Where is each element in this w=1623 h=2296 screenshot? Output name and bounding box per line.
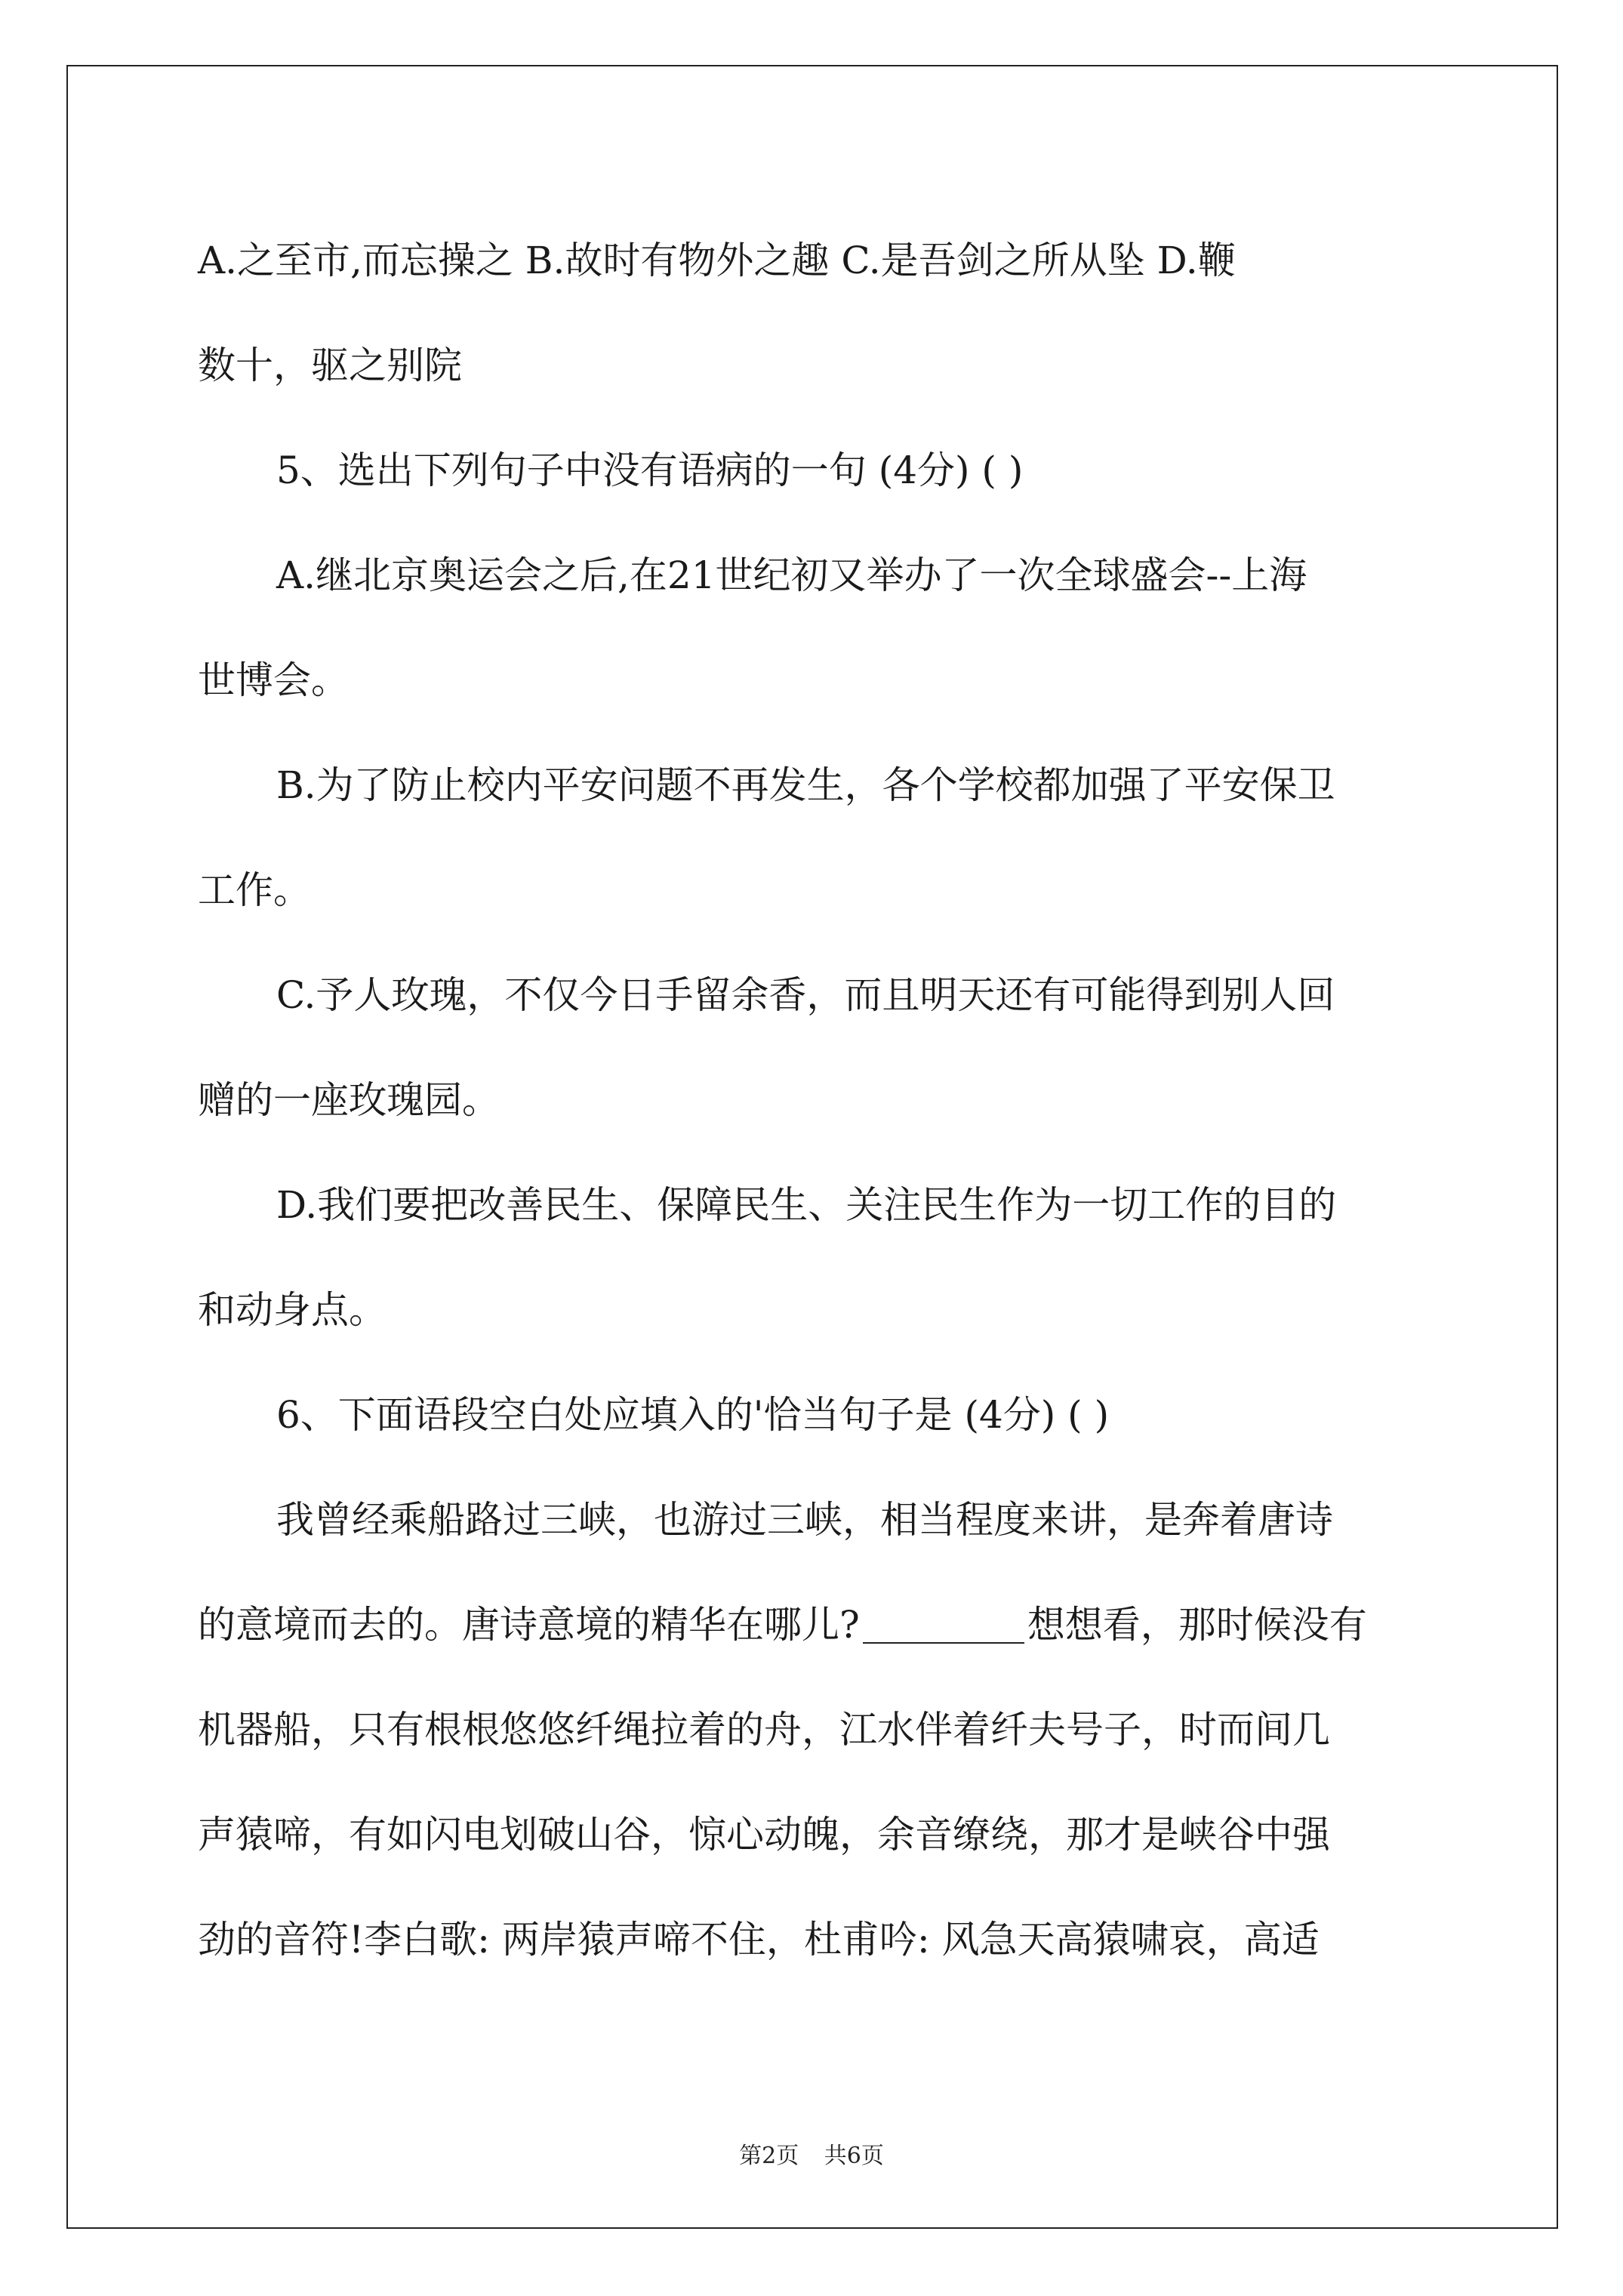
- option-d: D.我们要把改善民生、保障民生、关注民生作为一切工作的目的: [276, 1183, 1337, 1227]
- page-number: 第2页: [739, 2143, 799, 2169]
- passage-text: 的意境而去的。唐诗意境的精华在哪儿?: [198, 1603, 860, 1647]
- document-body: [198, 208, 1433, 1992]
- text-line: 和动身点。: [198, 1288, 387, 1332]
- page-footer: [0, 2137, 1623, 2170]
- text-line: A.之至市,而忘操之 B.故时有物外之趣 C.是吾剑之所从坠 D.鞭: [198, 239, 1236, 282]
- text-line: 世博会。: [198, 658, 349, 702]
- page-total: 共6页: [824, 2143, 884, 2169]
- passage-line: 我曾经乘船路过三峡，也游过三峡，相当程度来讲，是奔着唐诗: [276, 1498, 1333, 1542]
- fill-in-blank: [863, 1620, 1024, 1644]
- text-line: 工作。: [198, 868, 311, 912]
- option-c: C.予人玫瑰，不仅今日手留余香，而且明天还有可能得到别人回: [276, 973, 1335, 1017]
- text-line: 数十，驱之别院: [198, 344, 462, 387]
- text-line: 赠的一座玫瑰园。: [198, 1078, 500, 1122]
- passage-text: 想想看，那时候没有: [1027, 1603, 1367, 1647]
- passage-line-with-blank: [198, 1573, 1433, 1678]
- option-b: B.为了防止校内平安问题不再发生，各个学校都加强了平安保卫: [276, 763, 1335, 807]
- question-5-heading: 5、选出下列句子中没有语病的一句 (4分) ( ): [276, 448, 1024, 492]
- passage-line: 机器船，只有根根悠悠纤绳拉着的舟，江水伴着纤夫号子，时而间几: [198, 1708, 1330, 1752]
- question-6-heading: 6、下面语段空白处应填入的'恰当句子是 (4分) ( ): [276, 1393, 1110, 1437]
- option-a: A.继北京奥运会之后,在21世纪初又举办了一次全球盛会--上海: [276, 553, 1307, 597]
- passage-line: 声猿啼，有如闪电划破山谷，惊心动魄，余音缭绕，那才是峡谷中强: [198, 1813, 1330, 1857]
- passage-line: 劲的音符!李白歌: 两岸猿声啼不住，杜甫吟: 风急天高猿啸哀，高适: [198, 1918, 1320, 1962]
